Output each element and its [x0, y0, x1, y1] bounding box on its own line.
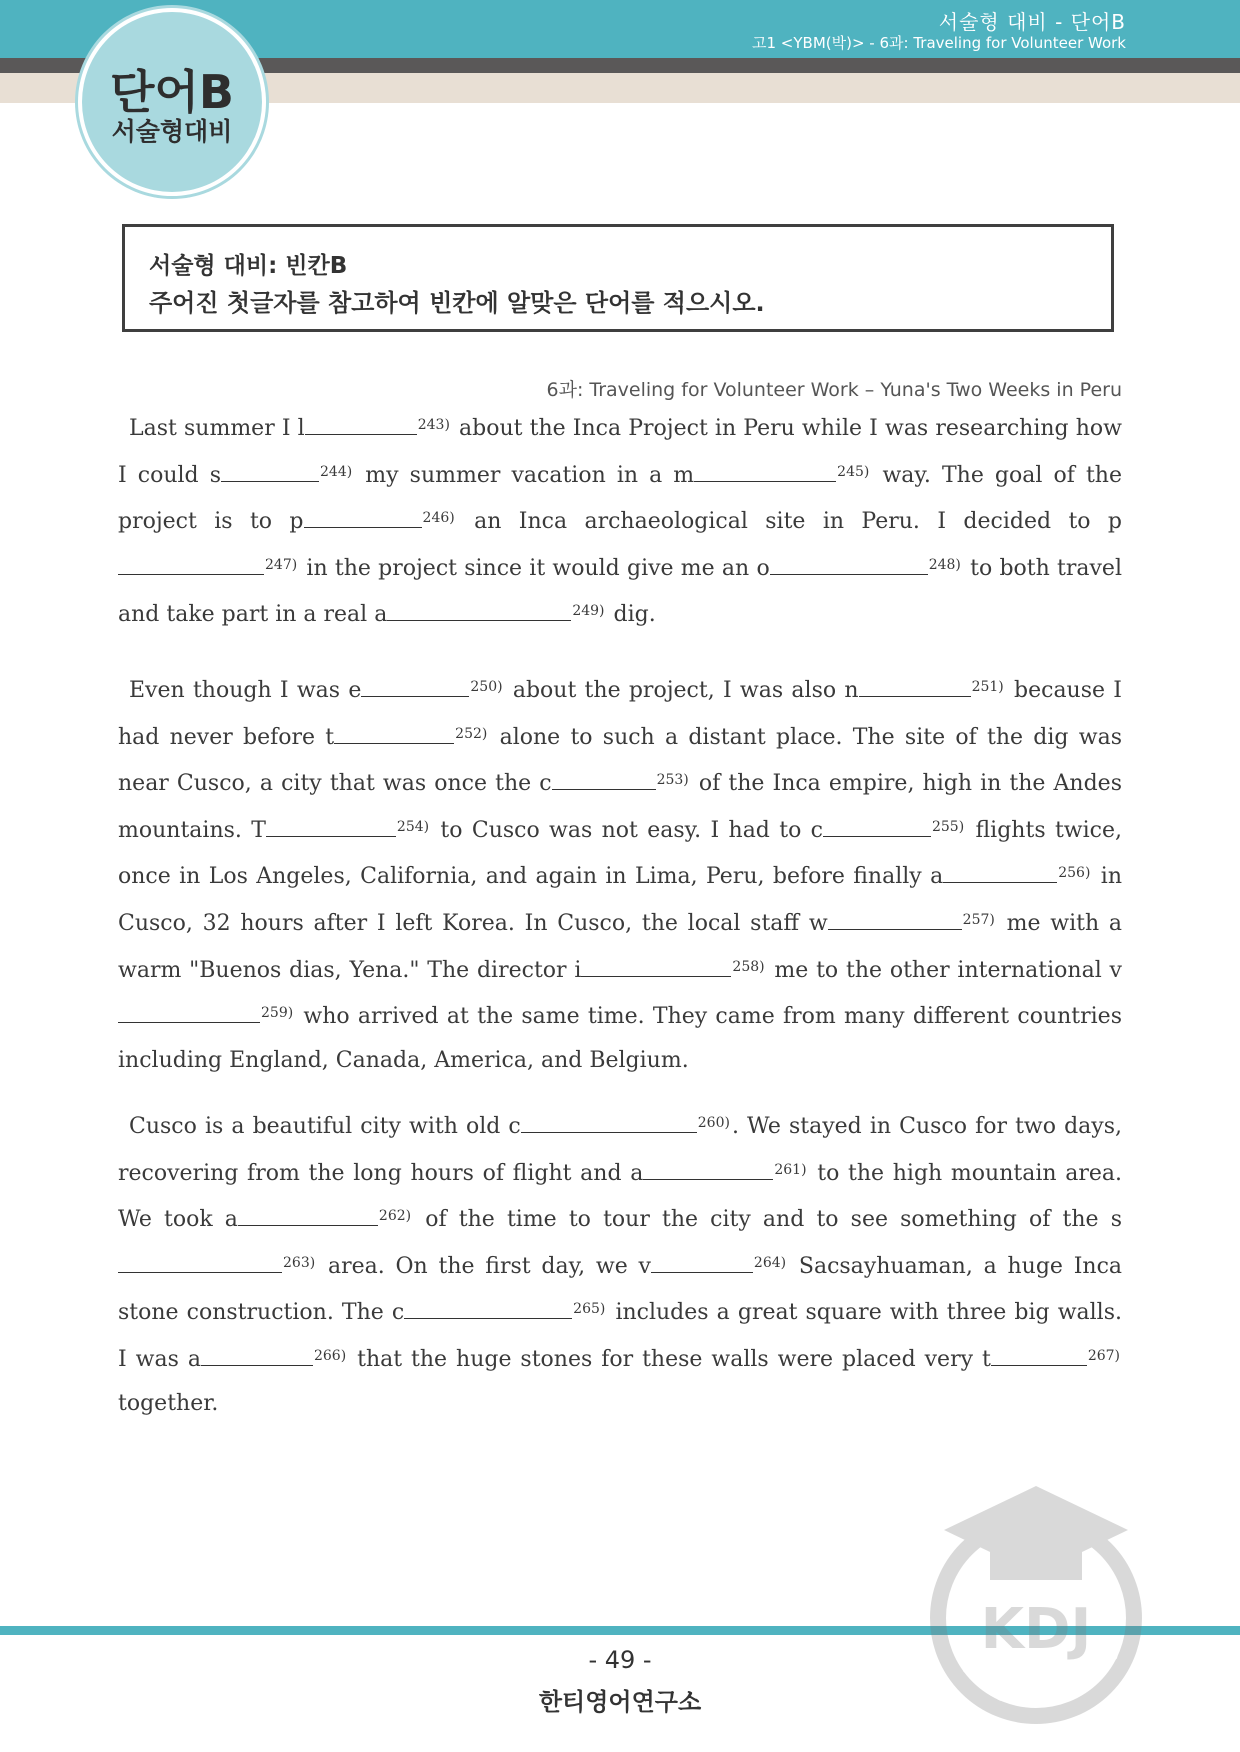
logo-ring-text: KDJ English Academy: [949, 1638, 1123, 1709]
answer-blank[interactable]: [118, 1000, 260, 1023]
badge-sub-text: 서술형대비: [111, 117, 233, 146]
answer-blank[interactable]: [770, 552, 928, 575]
question-number: 250): [470, 679, 503, 695]
instruction-text: 주어진 첫글자를 참고하여 빈칸에 알맞은 단어를 적으시오.: [149, 289, 765, 317]
question-number: 255): [931, 818, 965, 835]
passage-text: Last summer I l: [129, 416, 305, 441]
passage-text: an Inca archaeological site in Peru. I decided to p: [456, 509, 1122, 535]
star-icon: ★: [952, 1579, 972, 1604]
passage-text: about the Inca Project in Peru while I was researching how I could s: [118, 416, 1122, 488]
passage-text: because I had never before t: [118, 678, 1122, 750]
question-number: 247): [265, 556, 298, 573]
question-number: 264): [753, 1254, 787, 1271]
passage-text: of the Inca empire, high in the Andes mountains. T: [118, 771, 1122, 843]
answer-blank[interactable]: [404, 1296, 572, 1319]
passage-text: . We stayed in Cusco for two days, recovering from the long hours of flight and a: [118, 1114, 1122, 1186]
passage-paragraph-1: [118, 404, 1122, 637]
passage-text: me with a warm "Buenos dias, Yena." The director i: [118, 910, 1122, 983]
passage-text: in Cusco, 32 hours after I left Korea. In Cusco, the local staff w: [118, 864, 1122, 936]
passage-text: that the huge stones for these walls were placed very t: [348, 1346, 991, 1372]
passage-text: to Cusco was not easy. I had to c: [431, 817, 823, 843]
answer-blank[interactable]: [581, 954, 731, 977]
passage-text: of the time to tour the city and to see something of the s: [413, 1207, 1122, 1233]
logo-text: KDJ: [980, 1597, 1092, 1662]
answer-blank[interactable]: [201, 1343, 313, 1366]
passage-text: in the project since it would give me an o: [299, 555, 770, 581]
answer-blank[interactable]: [859, 674, 971, 697]
answer-blank[interactable]: [823, 814, 931, 837]
section-badge: [82, 12, 262, 192]
question-number: 257): [962, 911, 995, 928]
header-subtitle: 고1 <YBM(박)> - 6과: Traveling for Volunteer Work: [752, 34, 1126, 52]
passage-text: about the project, I was also n: [504, 678, 859, 703]
answer-blank[interactable]: [387, 598, 571, 621]
question-number: 265): [573, 1301, 606, 1318]
passage-text: who arrived at the same time. They came from many different countries including England, Canada, America, and Belgium.: [118, 1004, 1122, 1073]
question-number: 258): [732, 958, 765, 975]
question-number: 254): [396, 818, 430, 835]
question-number: 246): [422, 510, 455, 527]
answer-blank[interactable]: [521, 1110, 697, 1133]
answer-blank[interactable]: [828, 907, 962, 930]
answer-blank[interactable]: [305, 412, 417, 435]
page-number: - 49 -: [588, 1646, 652, 1674]
question-number: 248): [928, 556, 961, 573]
question-number: 249): [572, 603, 605, 620]
passage-text: dig.: [606, 602, 656, 628]
answer-blank[interactable]: [266, 814, 396, 837]
answer-blank[interactable]: [118, 552, 264, 575]
badge-main-text: 단어B: [110, 65, 234, 119]
passage-paragraph-3: [118, 1102, 1122, 1425]
passage-text: Even though I was e: [129, 678, 362, 703]
question-number: 263): [283, 1254, 316, 1271]
passage-text: includes a great square with three big walls. I was a: [118, 1300, 1123, 1372]
instruction-box: [122, 224, 1114, 332]
passage-paragraph-2: [118, 666, 1122, 1082]
academy-logo-watermark: [928, 1478, 1144, 1728]
question-number: 252): [455, 725, 488, 742]
question-number: 243): [417, 417, 450, 433]
star-icon: ★: [1100, 1579, 1120, 1604]
header-title: 서술형 대비 - 단어B: [938, 10, 1126, 34]
passage-text: to the high mountain area. We took a: [118, 1160, 1122, 1233]
passage-text: to both travel and take part in a real a: [118, 555, 1122, 628]
instruction-title: 서술형 대비: 빈칸B: [149, 253, 348, 279]
answer-blank[interactable]: [694, 459, 836, 482]
passage-text: alone to such a distant place. The site of the dig was near Cusco, a city that was once the c: [118, 724, 1122, 797]
answer-blank[interactable]: [361, 674, 469, 697]
question-number: 251): [971, 679, 1004, 695]
question-number: 256): [1058, 865, 1091, 882]
passage-text: Sacsayhuaman, a huge Inca stone construction. The c: [118, 1253, 1123, 1326]
question-number: 253): [656, 772, 689, 789]
question-number: 262): [378, 1208, 412, 1225]
passage-text: me to the other international v: [766, 957, 1122, 983]
passage-text: way. The goal of the project is to p: [118, 462, 1122, 535]
question-number: 267): [1087, 1347, 1120, 1364]
publisher-name: 한티영어연구소: [538, 1688, 702, 1716]
passage-text: area. On the first day, we v: [317, 1253, 651, 1279]
lesson-title: 6과: Traveling for Volunteer Work – Yuna's Two Weeks in Peru: [546, 379, 1122, 401]
passage-text: my summer vacation in a m: [354, 462, 695, 488]
answer-blank[interactable]: [991, 1343, 1087, 1366]
answer-blank[interactable]: [304, 505, 422, 528]
passage-text: flights twice, once in Los Angeles, California, and again in Lima, Peru, before finally a: [118, 817, 1122, 890]
question-number: 259): [261, 1005, 294, 1022]
answer-blank[interactable]: [651, 1250, 753, 1273]
answer-blank[interactable]: [221, 459, 319, 482]
answer-blank[interactable]: [552, 767, 656, 790]
answer-blank[interactable]: [334, 721, 454, 744]
question-number: 261): [774, 1161, 807, 1178]
answer-blank[interactable]: [643, 1157, 773, 1180]
passage-text: Cusco is a beautiful city with old c: [129, 1114, 521, 1139]
question-number: 266): [313, 1347, 347, 1364]
answer-blank[interactable]: [118, 1250, 282, 1273]
question-number: 245): [837, 463, 870, 480]
answer-blank[interactable]: [238, 1203, 378, 1226]
question-number: 260): [697, 1115, 730, 1131]
question-number: 244): [320, 463, 353, 480]
passage-text: together.: [118, 1390, 219, 1416]
answer-blank[interactable]: [943, 860, 1057, 883]
